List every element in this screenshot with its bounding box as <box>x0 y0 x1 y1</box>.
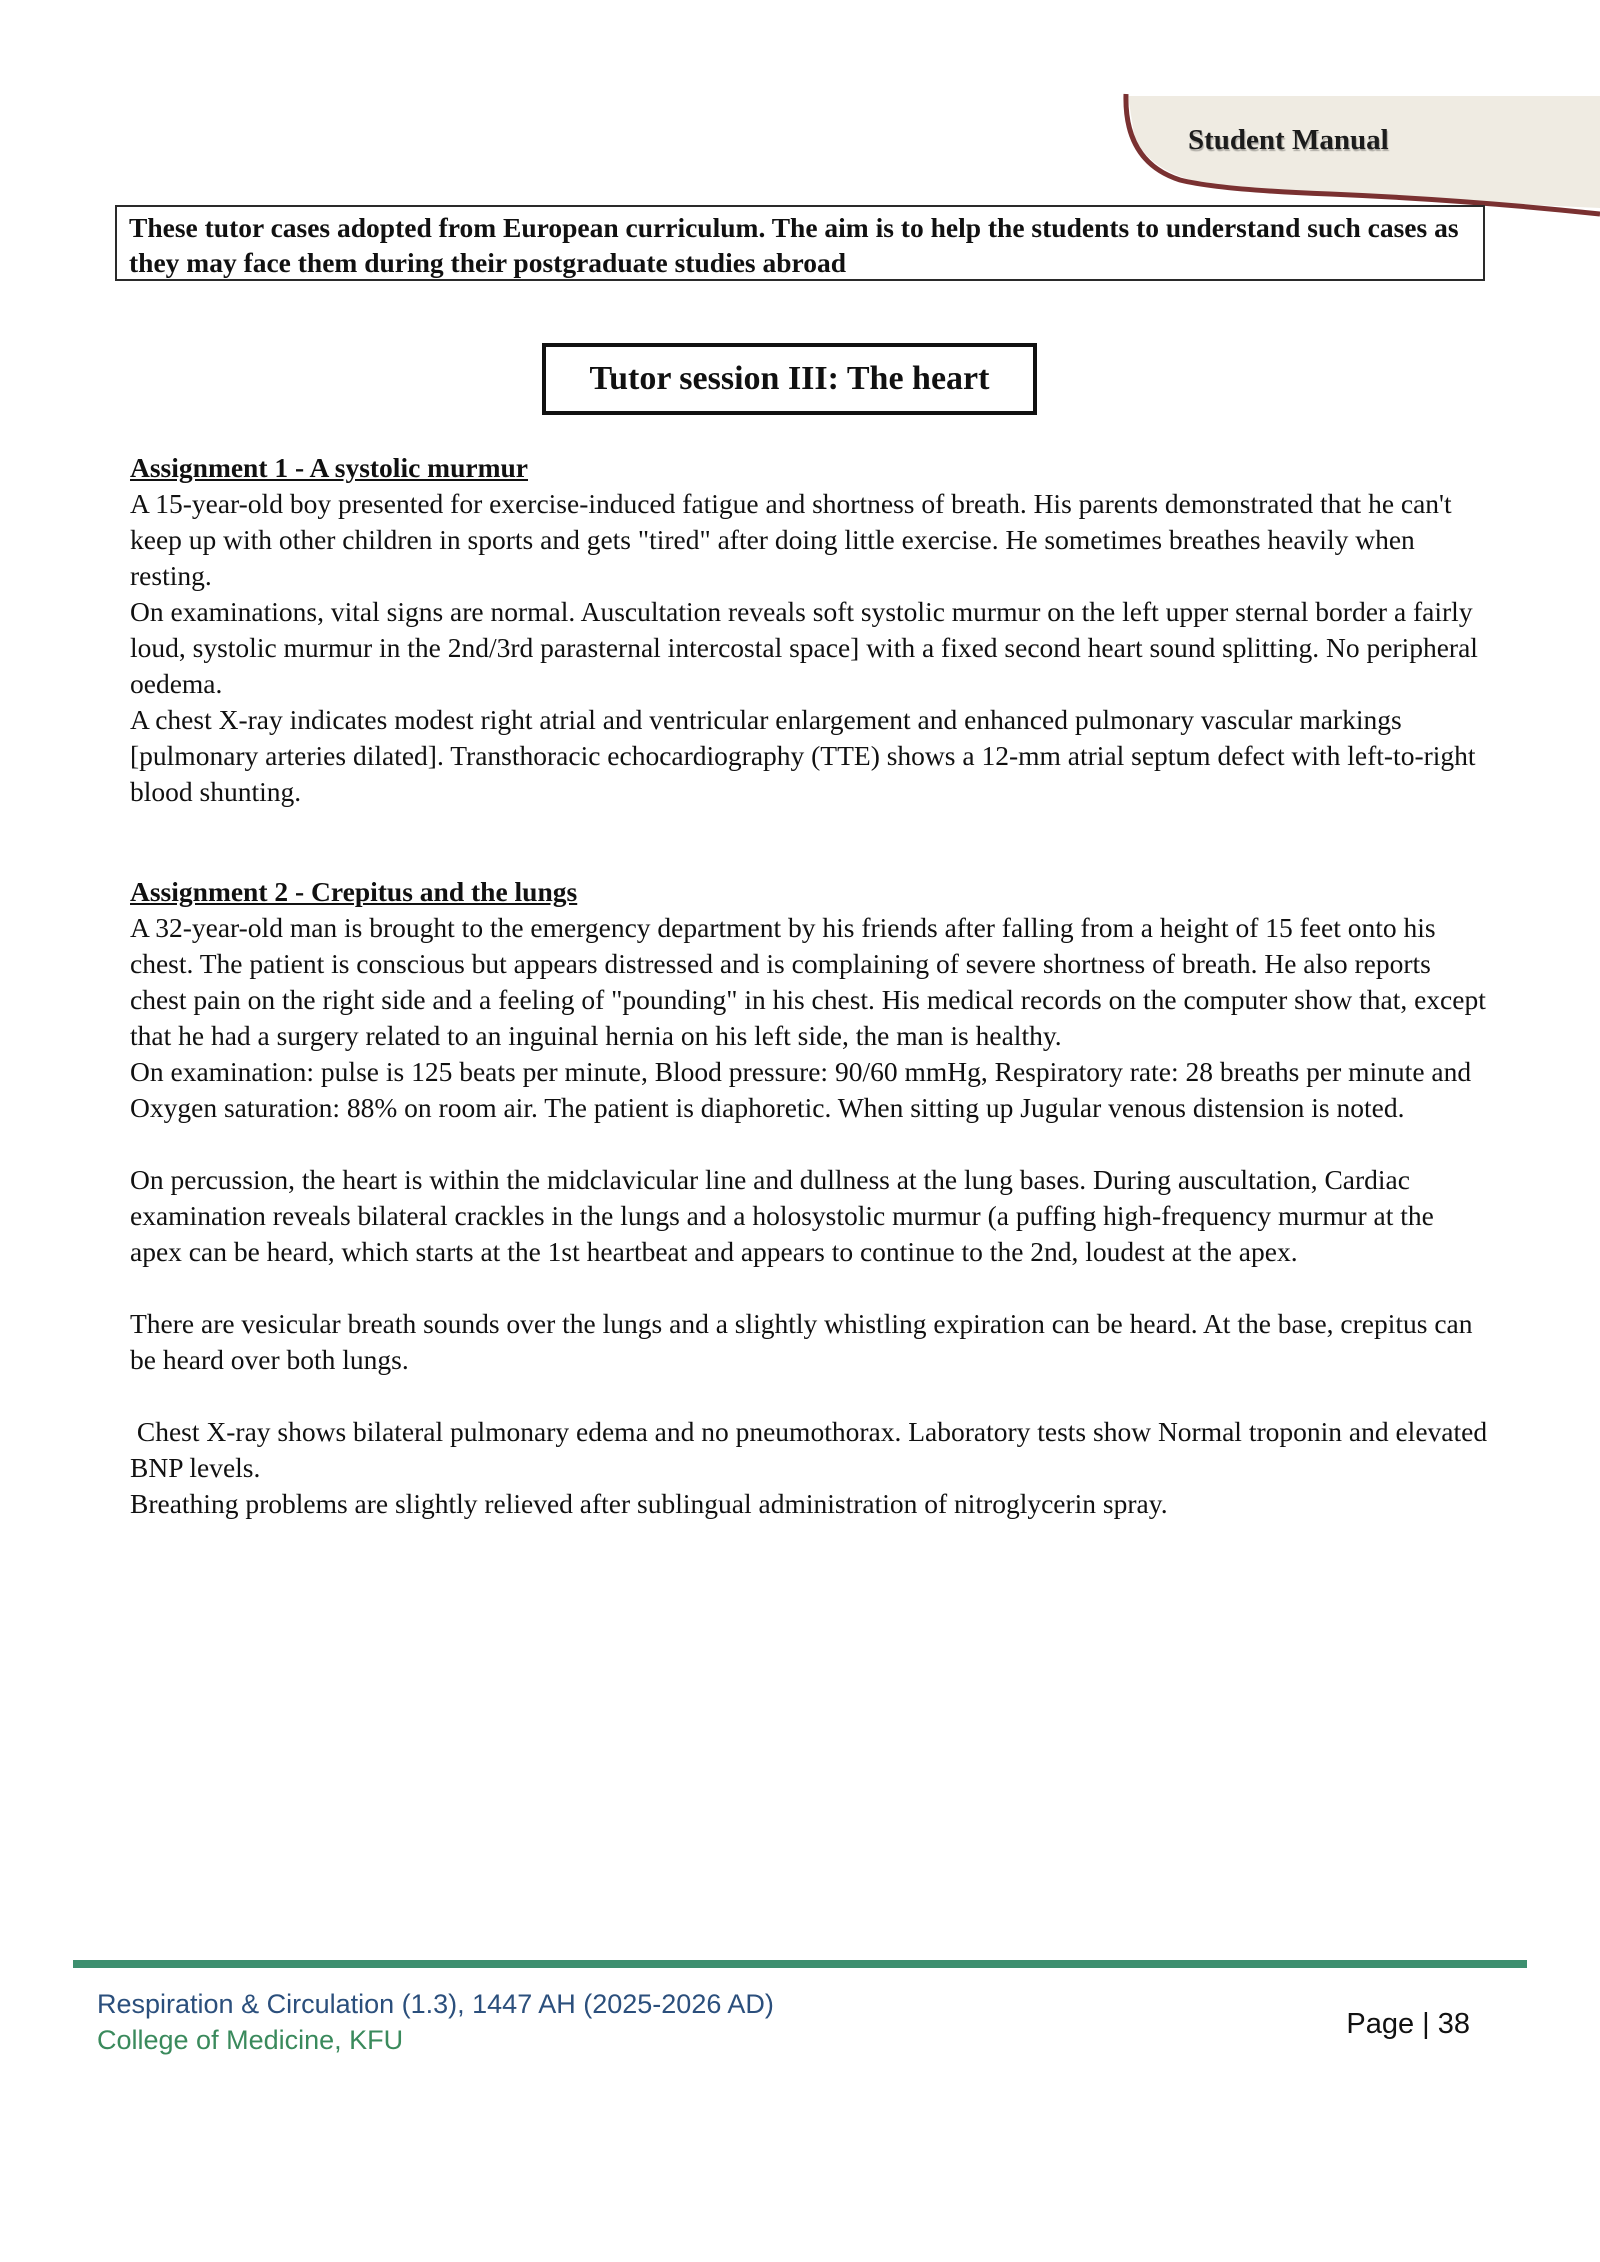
assignment-2-paragraph: Breathing problems are slightly relieved after sublingual administration of nitroglycerin spray. <box>130 1488 1168 1519</box>
assignment-2-paragraph: A 32-year-old man is brought to the emergency department by his friends after falling from a height of 15 feet onto his chest. The patient is conscious but appears distressed and is complaining of severe shortness of breath. He also reports chest pain on the right side and a feeling of "pounding" in his chest. His medical records on the computer show that, except that he had a surgery related to an inguinal hernia on his left side, the man is healthy. <box>130 912 1493 1051</box>
assignment-1-heading: Assignment 1 - A systolic murmur <box>130 452 528 483</box>
footer-info <box>97 1986 774 2058</box>
assignment-1-paragraph: A chest X-ray indicates modest right atrial and ventricular enlargement and enhanced pulmonary vascular markings [pulmonary arteries dilated]. Transthoracic echocardiography (TTE) shows a 12-mm atrial septum defect with left-to-right blood shunting. <box>130 704 1483 807</box>
page-number: Page | 38 <box>1346 2008 1470 2040</box>
assignment-1-paragraph: On examinations, vital signs are normal. Auscultation reveals soft systolic murmur on the left upper sternal border a fairly loud, systolic murmur in the 2nd/3rd parasternal intercostal space] with a fixed second heart sound splitting. No peripheral oedema. <box>130 596 1485 699</box>
assignment-1-section <box>130 450 1490 810</box>
curriculum-notice: These tutor cases adopted from European curriculum. The aim is to help the students to understand such cases as they may face them during their postgraduate studies abroad <box>115 205 1485 281</box>
assignment-2-paragraph: On examination: pulse is 125 beats per minute, Blood pressure: 90/60 mmHg, Respiratory rate: 28 breaths per minute and Oxygen saturation: 88% on room air. The patient is diaphoretic. When sitting up Jugular venous distension is noted. <box>130 1056 1478 1123</box>
footer-rule <box>73 1960 1527 1968</box>
header-tab-label: Student Manual <box>1188 124 1389 156</box>
header-tab-decoration <box>1110 92 1600 222</box>
assignment-2-paragraph: There are vesicular breath sounds over the lungs and a slightly whistling expiration can be heard. At the base, crepitus can be heard over both lungs. <box>130 1308 1480 1375</box>
assignment-2-section <box>130 874 1494 1522</box>
footer-course: Respiration & Circulation (1.3), 1447 AH (2025-2026 AD) <box>97 1989 774 2019</box>
assignment-2-heading: Assignment 2 - Crepitus and the lungs <box>130 876 578 907</box>
assignment-1-paragraph: A 15-year-old boy presented for exercise-induced fatigue and shortness of breath. His parents demonstrated that he can't keep up with other children in sports and gets "tired" after doing little exercise. He sometimes breathes heavily when resting. <box>130 488 1459 591</box>
assignment-2-paragraph: Chest X-ray shows bilateral pulmonary edema and no pneumothorax. Laboratory tests show Normal troponin and elevated BNP levels. <box>130 1416 1494 1483</box>
footer-college: College of Medicine, KFU <box>97 2025 404 2055</box>
session-title: Tutor session III: The heart <box>542 343 1037 415</box>
assignment-2-paragraph: On percussion, the heart is within the midclavicular line and dullness at the lung bases. During auscultation, Cardiac examination reveals bilateral crackles in the lungs and a holosystolic murmur (a puffing high-frequency murmur at the apex can be heard, which starts at the 1st heartbeat and appears to continue to the 2nd, loudest at the apex. <box>130 1164 1441 1267</box>
